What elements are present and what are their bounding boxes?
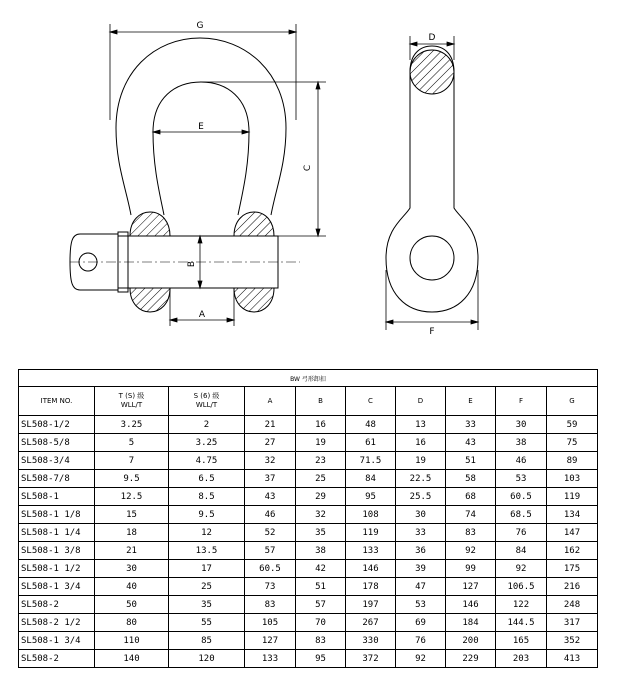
- table-cell: 7: [95, 452, 169, 470]
- table-cell: 23: [296, 452, 346, 470]
- table-cell: 108: [346, 506, 396, 524]
- dimension-lines: [110, 24, 326, 326]
- table-cell: 33: [446, 416, 496, 434]
- table-cell: 267: [346, 614, 396, 632]
- table-cell: 16: [396, 434, 446, 452]
- table-cell: 83: [446, 524, 496, 542]
- table-cell: 22.5: [396, 470, 446, 488]
- column-header: [446, 387, 496, 416]
- dim-label-g: G: [196, 21, 204, 31]
- table-cell: 105: [245, 614, 296, 632]
- table-cell: 53: [496, 470, 547, 488]
- table-cell: 30: [396, 506, 446, 524]
- table-cell: 74: [446, 506, 496, 524]
- table-cell: 68.5: [496, 506, 547, 524]
- table-row: [19, 434, 598, 452]
- table-cell: 162: [547, 542, 598, 560]
- table-cell: 58: [446, 470, 496, 488]
- column-header: [169, 387, 245, 416]
- table-cell: 37: [245, 470, 296, 488]
- table-cell: 19: [296, 434, 346, 452]
- side-view-section: [410, 50, 454, 94]
- table-cell: 57: [245, 542, 296, 560]
- table-cell: 83: [296, 632, 346, 650]
- table-cell: 229: [446, 650, 496, 668]
- table-cell: 30: [496, 416, 547, 434]
- table-cell: 146: [346, 560, 396, 578]
- table-cell: 133: [346, 542, 396, 560]
- table-cell: 95: [296, 650, 346, 668]
- table-cell: 140: [95, 650, 169, 668]
- table-cell: 95: [346, 488, 396, 506]
- table-cell: 25: [296, 470, 346, 488]
- table-cell: 35: [169, 596, 245, 614]
- table-row: [19, 560, 598, 578]
- table-cell: 75: [547, 434, 598, 452]
- table-cell: 32: [296, 506, 346, 524]
- table-cell: 84: [496, 542, 547, 560]
- table-cell: 4.75: [169, 452, 245, 470]
- item-number-cell: SL508-1 3/8: [19, 542, 95, 560]
- table-cell: 52: [245, 524, 296, 542]
- dim-label-c: C: [303, 164, 313, 172]
- table-cell: 3.25: [169, 434, 245, 452]
- column-header-label: B: [318, 396, 323, 405]
- table-row: [19, 452, 598, 470]
- table-cell: 15: [95, 506, 169, 524]
- table-cell: 178: [346, 578, 396, 596]
- table-cell: 84: [346, 470, 396, 488]
- table-cell: 51: [446, 452, 496, 470]
- table-cell: 61: [346, 434, 396, 452]
- table-title: BW 弓形卸扣: [19, 370, 598, 387]
- table-cell: 133: [245, 650, 296, 668]
- table-cell: 60.5: [496, 488, 547, 506]
- shackle-side-view: [386, 46, 478, 312]
- table-cell: 68: [446, 488, 496, 506]
- item-number-cell: SL508-1 1/2: [19, 560, 95, 578]
- column-header-label: F: [518, 396, 524, 405]
- column-header: [496, 387, 547, 416]
- column-header-label: A: [267, 396, 273, 405]
- table-cell: 147: [547, 524, 598, 542]
- dim-label-f: F: [429, 327, 435, 337]
- table-cell: 203: [496, 650, 547, 668]
- table-cell: 50: [95, 596, 169, 614]
- table-cell: 71.5: [346, 452, 396, 470]
- table-cell: 43: [446, 434, 496, 452]
- table-title-row: [19, 370, 598, 387]
- table-cell: 42: [296, 560, 346, 578]
- table-cell: 47: [396, 578, 446, 596]
- table-cell: 175: [547, 560, 598, 578]
- table-row: [19, 650, 598, 668]
- shackle-front-view: [70, 38, 300, 288]
- table-cell: 27: [245, 434, 296, 452]
- table-cell: 18: [95, 524, 169, 542]
- table-cell: 21: [245, 416, 296, 434]
- table-row: [19, 632, 598, 650]
- table-cell: 16: [296, 416, 346, 434]
- dim-label-e: E: [198, 122, 204, 132]
- item-number-cell: SL508-2 1/2: [19, 614, 95, 632]
- item-number-cell: SL508-5/8: [19, 434, 95, 452]
- table-cell: 33: [396, 524, 446, 542]
- table-cell: 134: [547, 506, 598, 524]
- table-cell: 70: [296, 614, 346, 632]
- column-header: [296, 387, 346, 416]
- table-cell: 9.5: [95, 470, 169, 488]
- table-row: [19, 524, 598, 542]
- table-cell: 110: [95, 632, 169, 650]
- table-cell: 122: [496, 596, 547, 614]
- table-cell: 21: [95, 542, 169, 560]
- table-cell: 119: [547, 488, 598, 506]
- table-cell: 57: [296, 596, 346, 614]
- item-number-cell: SL508-1: [19, 488, 95, 506]
- column-header-label: D: [417, 396, 424, 405]
- table-cell: 216: [547, 578, 598, 596]
- table-cell: 99: [446, 560, 496, 578]
- item-number-cell: SL508-2: [19, 650, 95, 668]
- table-cell: 146: [446, 596, 496, 614]
- table-cell: 43: [245, 488, 296, 506]
- table-cell: 25.5: [396, 488, 446, 506]
- column-header: [547, 387, 598, 416]
- column-header-label: ITEM NO.: [40, 396, 73, 405]
- table-cell: 83: [245, 596, 296, 614]
- table-row: [19, 614, 598, 632]
- table-cell: 35: [296, 524, 346, 542]
- table-cell: 51: [296, 578, 346, 596]
- table-cell: 13.5: [169, 542, 245, 560]
- table-row: [19, 488, 598, 506]
- table-cell: 317: [547, 614, 598, 632]
- column-header-label: T (S) 级: [118, 392, 145, 400]
- table-cell: 9.5: [169, 506, 245, 524]
- table-cell: 73: [245, 578, 296, 596]
- table-cell: 48: [346, 416, 396, 434]
- table-row: [19, 416, 598, 434]
- dim-label-b: B: [187, 260, 197, 268]
- table-cell: 12.5: [95, 488, 169, 506]
- table-cell: 3.25: [95, 416, 169, 434]
- table-row: [19, 596, 598, 614]
- table-cell: 144.5: [496, 614, 547, 632]
- table-cell: 89: [547, 452, 598, 470]
- table-cell: 413: [547, 650, 598, 668]
- item-number-cell: SL508-1/2: [19, 416, 95, 434]
- table-cell: 59: [547, 416, 598, 434]
- item-number-cell: SL508-2: [19, 596, 95, 614]
- table-header-row: [19, 387, 598, 416]
- table-cell: 76: [496, 524, 547, 542]
- table-cell: 92: [396, 650, 446, 668]
- table-cell: 38: [296, 542, 346, 560]
- column-header: [396, 387, 446, 416]
- table-cell: 29: [296, 488, 346, 506]
- table-cell: 55: [169, 614, 245, 632]
- table-cell: 165: [496, 632, 547, 650]
- item-number-cell: SL508-1 1/4: [19, 524, 95, 542]
- section-lower-left: [130, 288, 170, 312]
- table-cell: 92: [496, 560, 547, 578]
- dim-label-a: A: [198, 310, 206, 320]
- table-cell: 38: [496, 434, 547, 452]
- side-view-hole: [410, 236, 454, 280]
- table-cell: 352: [547, 632, 598, 650]
- table-cell: 76: [396, 632, 446, 650]
- table-cell: 120: [169, 650, 245, 668]
- table-cell: 46: [496, 452, 547, 470]
- item-number-cell: SL508-1 1/8: [19, 506, 95, 524]
- table-row: [19, 578, 598, 596]
- table-cell: 17: [169, 560, 245, 578]
- table-row: [19, 470, 598, 488]
- table-cell: 30: [95, 560, 169, 578]
- item-number-cell: SL508-1 3/4: [19, 578, 95, 596]
- column-header: [19, 387, 95, 416]
- column-header: [346, 387, 396, 416]
- table-cell: 80: [95, 614, 169, 632]
- table-cell: 197: [346, 596, 396, 614]
- table-cell: 5: [95, 434, 169, 452]
- table-cell: 8.5: [169, 488, 245, 506]
- table-row: [19, 506, 598, 524]
- table-cell: 127: [245, 632, 296, 650]
- table-cell: 119: [346, 524, 396, 542]
- section-upper-right: [234, 212, 274, 236]
- table-cell: 184: [446, 614, 496, 632]
- column-header-label: G: [569, 396, 575, 405]
- item-number-cell: SL508-7/8: [19, 470, 95, 488]
- item-number-cell: SL508-1 3/4: [19, 632, 95, 650]
- table-cell: 103: [547, 470, 598, 488]
- table-cell: 32: [245, 452, 296, 470]
- table-cell: 12: [169, 524, 245, 542]
- table-cell: 69: [396, 614, 446, 632]
- table-cell: 25: [169, 578, 245, 596]
- column-header: [245, 387, 296, 416]
- table-cell: 127: [446, 578, 496, 596]
- table-cell: 372: [346, 650, 396, 668]
- section-lower-right: [234, 288, 274, 312]
- table-cell: 19: [396, 452, 446, 470]
- column-header-unit: WLL/T: [120, 401, 143, 409]
- table-cell: 330: [346, 632, 396, 650]
- column-header-unit: WLL/T: [195, 401, 218, 409]
- table-cell: 40: [95, 578, 169, 596]
- column-header-label: S (6) 级: [193, 392, 220, 400]
- bow-inner-outline: [153, 82, 249, 215]
- table-cell: 46: [245, 506, 296, 524]
- table-cell: 53: [396, 596, 446, 614]
- table-cell: 39: [396, 560, 446, 578]
- table-cell: 92: [446, 542, 496, 560]
- table-cell: 200: [446, 632, 496, 650]
- table-cell: 13: [396, 416, 446, 434]
- column-header-label: C: [368, 396, 373, 405]
- table-cell: 60.5: [245, 560, 296, 578]
- table-cell: 2: [169, 416, 245, 434]
- table-cell: 85: [169, 632, 245, 650]
- table-row: [19, 542, 598, 560]
- column-header-label: E: [468, 396, 473, 405]
- table-cell: 248: [547, 596, 598, 614]
- section-upper-left: [130, 212, 170, 236]
- table-cell: 6.5: [169, 470, 245, 488]
- item-number-cell: SL508-3/4: [19, 452, 95, 470]
- spec-table: [18, 369, 598, 668]
- dim-label-d: D: [428, 33, 436, 43]
- table-cell: 106.5: [496, 578, 547, 596]
- column-header: [95, 387, 169, 416]
- table-cell: 36: [396, 542, 446, 560]
